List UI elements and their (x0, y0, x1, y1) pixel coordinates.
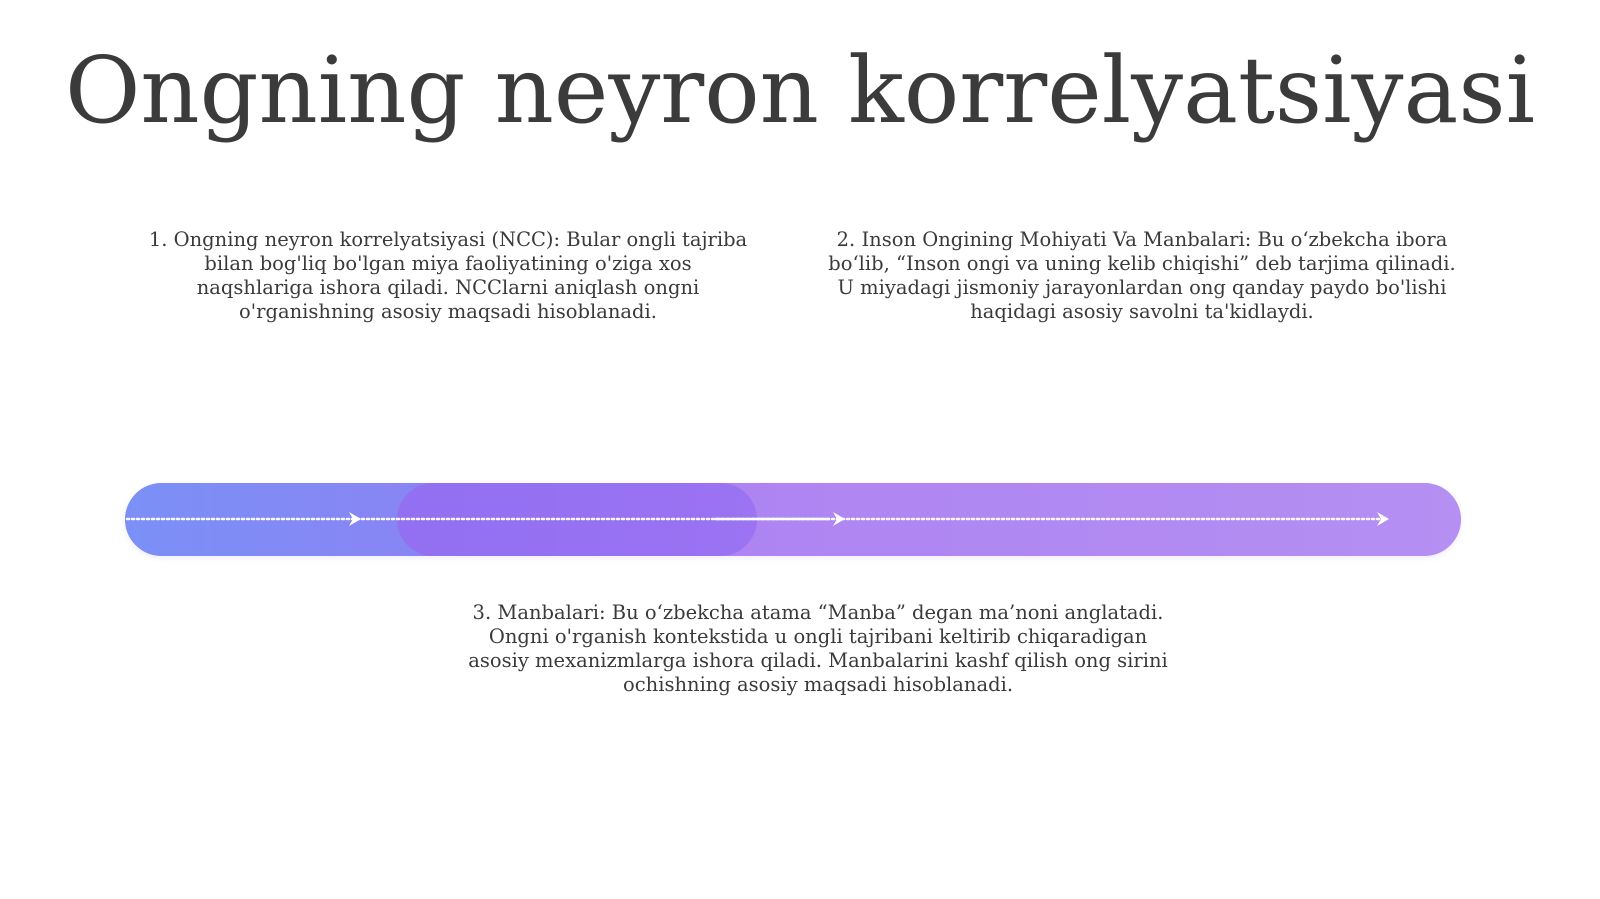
point-1-text: 1. Ongning neyron korrelyatsiyasi (NCC): Bular ongli tajriba bilan bog'liq bo'lgan miya faoliyatining o'ziga xos naqshlariga ishora qiladi. NCClarni aniqlash ongni o'rganishning asosiy maqsadi hisoblanadi. (148, 228, 748, 323)
timeline-bar (125, 483, 1461, 556)
point-3-text: 3. Manbalari: Bu o‘zbekcha atama “Manba” degan ma’noni anglatadi. Ongni o'rganish kontekstida u ongli tajribani keltirib chiqaradigan asosiy mexanizmlarga ishora qiladi. Manbalarini kashf qilish ong sirini ochishning asosiy maqsadi hisoblanadi. (468, 601, 1168, 696)
point-2-text: 2. Inson Ongining Mohiyati Va Manbalari: Bu o‘zbekcha ibora bo‘lib, “Inson ongi va uning kelib chiqishi” deb tarjima qilinadi. U miyadagi jismoniy jarayonlardan ong qanday paydo bo'lishi haqidagi asosiy savolni ta'kidlaydi. (828, 228, 1456, 323)
timeline-arrows (125, 483, 1461, 556)
slide-title: Ongning neyron korrelyatsiyasi (64, 37, 1536, 144)
